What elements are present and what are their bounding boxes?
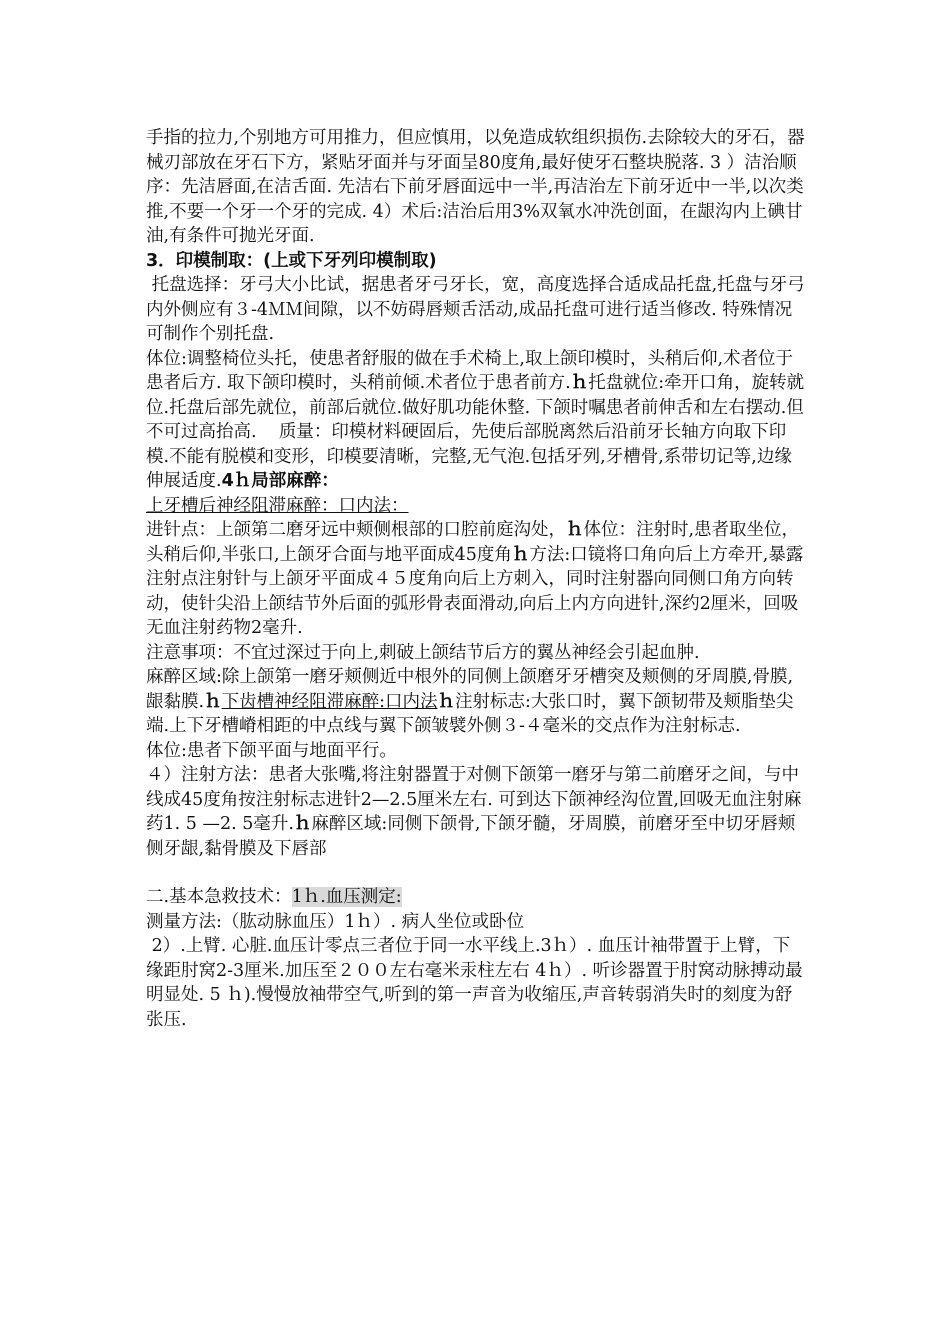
text-emergency-title: 二.基本急救技术： [146,887,292,907]
paragraph-scaling-procedure: 手指的拉力,个别地方可用推力，但应慎用，以免造成软组织损伤.去除较大的牙石，器械刃部放在牙石下方，紧贴牙面并与牙面呈80度角,最好使牙石整块脱落. 3 ）洁治顺序：先洁唇面,在洁舌面. 先洁右下前牙唇面远中一半,再洁治左下前牙近中一半,以次类推,不要一个牙一个牙的完成. 4）术后:洁治后用3%双氧水冲洗创面，在龈沟内上碘甘油,有条件可抛光牙面. [146,128,805,246]
bullet-mark: ｈ [570,373,589,393]
paragraph-patient-position: 体位:患者下颌平面与地面平行。 [146,740,397,761]
paragraph-injection-method [146,763,806,861]
subheading-posterior-block: 上牙槽后神经阻滞麻醉：口内法： [146,495,409,516]
text-lower-anesthesia-area: 麻醉区域:同侧下颌骨,下颌牙髓，牙周膜，前磨牙至中切牙唇颊侧牙龈,黏骨膜及下唇部 [146,814,796,859]
text-method: 方法:口镜将口角向后上方牵开,暴露注射点注射针与上颌牙平面成４５度角向后上方刺入，同时注射器向同侧口角方向转动，使针尖沿上颌结节外后面的弧形骨表面滑动,向后上内方向进针,深约2厘米，回吸无血注射药物2毫升. [146,544,804,638]
highlight-bp-measurement: 1ｈ.血压测定: [291,887,402,907]
bullet-mark: ｈ [511,544,530,565]
text-position-seated: 体位：注射时,患者取坐位，头稍后仰,半张口,上颌牙合面与地平面成45度角 [146,520,800,565]
paragraph-measurement-method: 测量方法:（肱动脉血压）1ｈ）. 病人坐位或卧位 [146,911,525,932]
text-injection-point: 进针点：上颌第二磨牙远中颊侧根部的口腔前庭沟处， [146,520,566,540]
paragraph-anesthesia-area [146,665,806,739]
bullet-mark: ｈ [437,691,455,712]
text-injection-method: ４）注射方法：患者大张嘴,将注射器置于对侧下颌第一磨牙与第二前磨牙之间，与中线成45度角按注射标志进针2—2.5厘米左右. 可到达下颌神经沟位置,回吸无血注射麻药1. 5 —2. 5毫升. [146,765,802,834]
paragraph-bp-steps: 2）.上臂. 心脏.血压计零点三者位于同一水平线上.3ｈ）. 血压计袖带置于上臂，下缘距肘窝2-3厘米.加压至２００左右毫米汞柱左右 4ｈ）. 听诊器置于肘窝动脉搏动最明显处. 5 ｈ).慢慢放袖带空气,听到的第一声音为收缩压,声音转弱消失时的刻度为舒张压. [146,936,803,1030]
text-anesthesia-area: 麻醉区域:除上颌第一磨牙颊侧近中根外的同侧上颌磨牙牙槽突及颊侧的牙周膜,骨膜,龈黏膜. [146,667,794,712]
subheading-inferior-block: 下齿槽神经阻滞麻醉:口内法 [221,691,438,712]
paragraph-injection-point [146,518,806,641]
paragraph-tray-selection: 托盘选择：牙弓大小比试，据患者牙弓牙长，宽，高度选择合适成品托盘,托盘与牙弓内外侧应有３-4ＭＭ间隙，以不妨碍唇颊舌活动,成品托盘可进行适当修改. 特殊情况可制作个别托盘. [146,275,805,344]
section-heading-impression: 3．印模制取：(上或下牙列印模制取) [146,250,437,271]
bullet-mark: ｈ [293,814,312,834]
paragraph-emergency-heading [146,885,806,910]
text-injection-landmark: 注射标志:大张口时，翼下颌韧带及颊脂垫尖端.上下牙槽嵴相距的中点线与翼下颌皱襞外侧３-４毫米的交点作为注射标志. [146,691,794,736]
bullet-mark: ｈ [204,691,222,712]
paragraph-position-quality [146,347,806,494]
bullet-mark: ｈ [566,520,584,540]
text-position: 体位:调整椅位头托，使患者舒服的做在手术椅上,取上颌印模时，头稍后仰,术者位于患者后方. 取下颌印模时，头稍前倾.术者位于患者前方. [146,348,794,393]
section-heading-anesthesia: 4ｈ局部麻醉： [221,471,339,491]
text-tray-placement: 托盘就位:牵开口角，旋转就位.托盘后部先就位，前部后就位.做好肌功能休整. 下颌时嘱患者前伸舌和左右摆动.但不可过高抬高. 质量：印模材料硬固后，先使后部脱离然后沿前牙长轴方向取下印模.不能有脱模和变形，印模要清晰，完整,无气泡.包括牙列,牙槽骨,系带切记等,边缘伸展适度. [146,373,805,491]
paragraph-precautions: 注意事项：不宜过深过于向上,刺破上颌结节后方的翼丛神经会引起血肿. [146,642,700,663]
document-page [146,126,806,1032]
spacer [146,861,806,885]
